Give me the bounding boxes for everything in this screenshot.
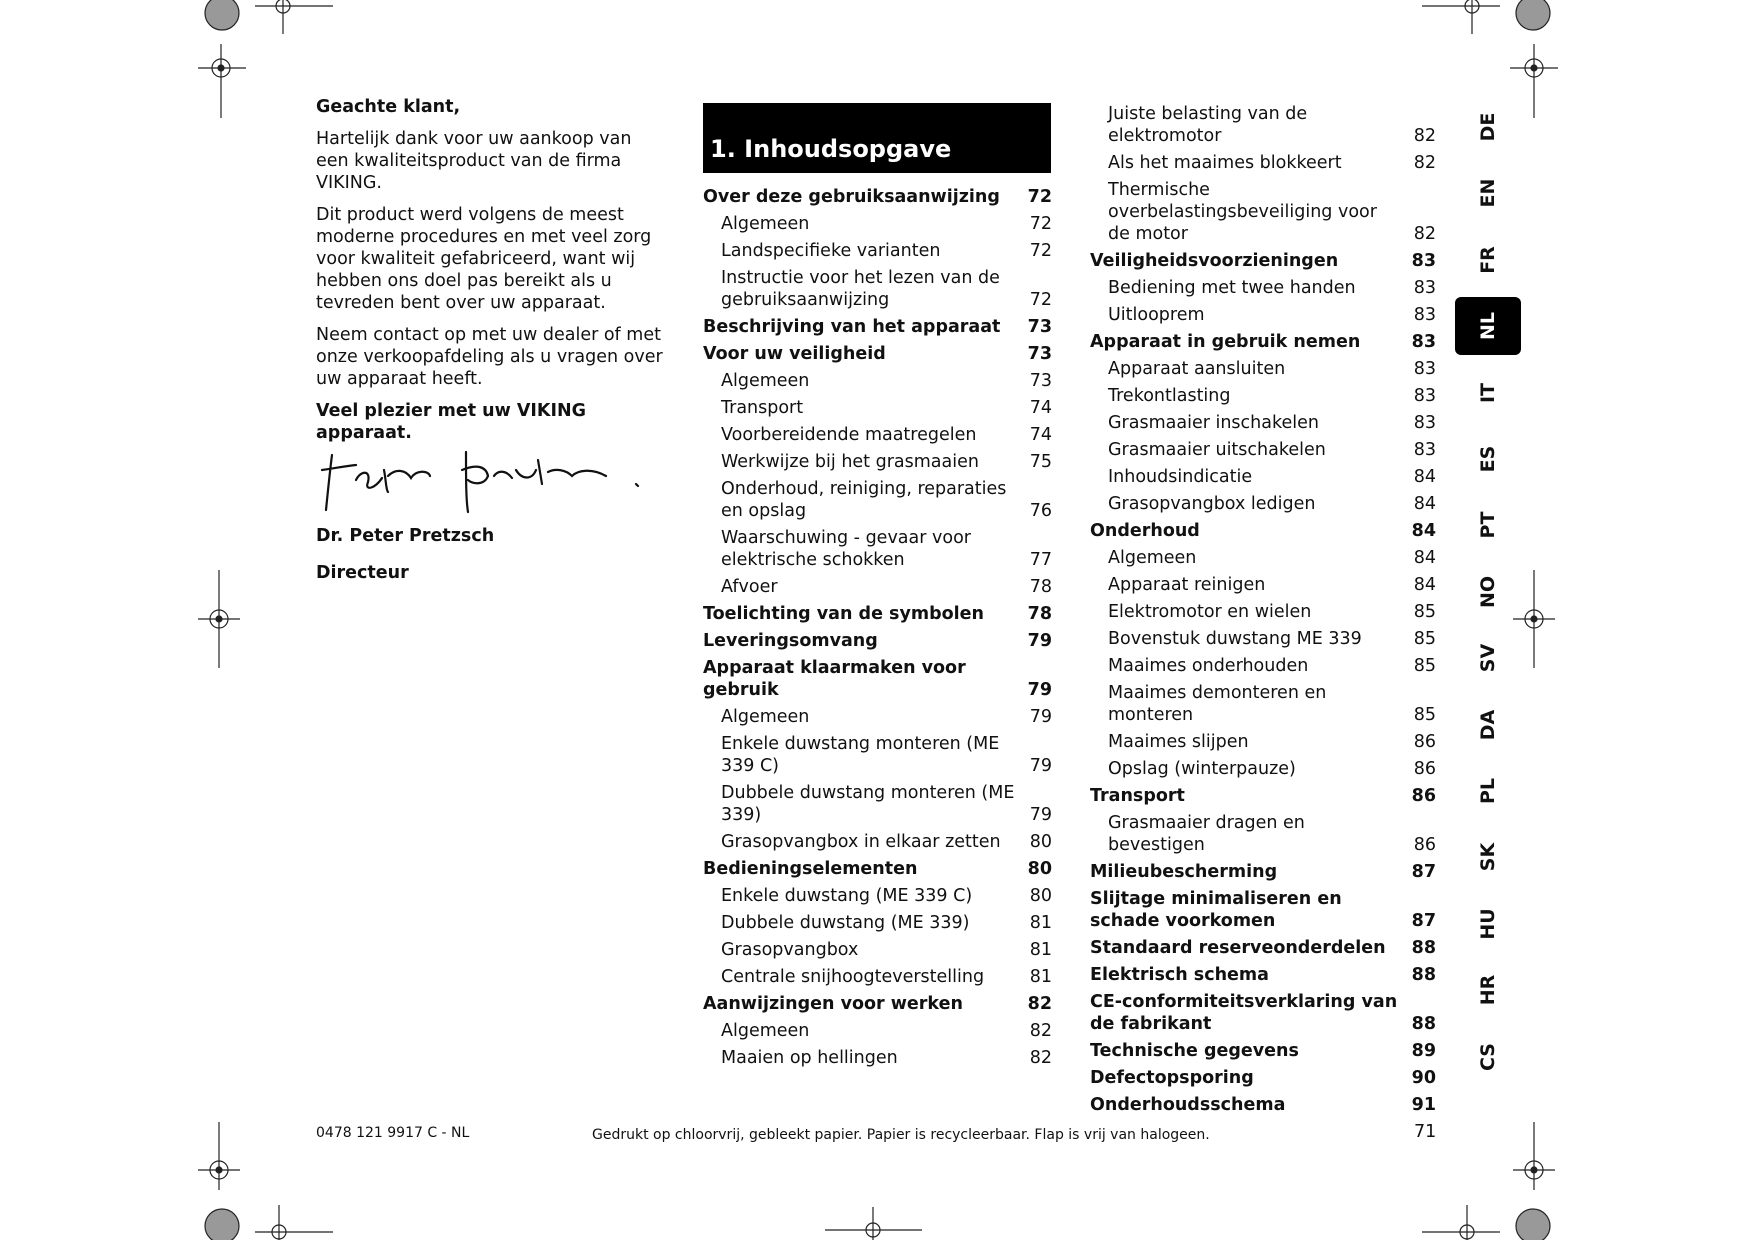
toc-subsection-entry	[703, 966, 1052, 988]
toc-entry-title: Dubbele duwstang (ME 339)	[721, 913, 970, 933]
toc-entry-title: Standaard reserveonderdelen	[1090, 938, 1386, 958]
toc-subsection-entry	[1090, 731, 1436, 753]
toc-entry-title: Over deze gebruiksaanwijzing	[703, 187, 1000, 207]
toc-entry-page: 80	[1029, 832, 1052, 852]
toc-entry-page: 84	[1413, 494, 1436, 514]
toc-entry-title: Grasmaaier dragen en bevestigen	[1108, 813, 1305, 855]
toc-entry-title: Aanwijzingen voor werken	[703, 994, 963, 1014]
toc-section-entry	[1090, 1067, 1436, 1089]
toc-entry-title: Grasopvangbox in elkaar zetten	[721, 832, 1001, 852]
toc-entry-page: 79	[1029, 756, 1052, 776]
toc-subsection-entry	[703, 885, 1052, 907]
language-tab-label: NL	[1477, 312, 1499, 341]
language-tab-da[interactable]	[1455, 696, 1521, 754]
toc-entry-page: 83	[1413, 278, 1436, 298]
toc-entry-title: Algemeen	[721, 1021, 810, 1041]
language-tab-pt[interactable]	[1455, 496, 1521, 554]
toc-section-entry	[1090, 250, 1436, 272]
toc-entry-title: Defectopsporing	[1090, 1068, 1254, 1088]
toc-entry-title: Milieubescherming	[1090, 862, 1278, 882]
toc-entry-title: Apparaat reinigen	[1108, 575, 1266, 595]
toc-subsection-entry	[1090, 304, 1436, 326]
toc-entry-title: Veiligheidsvoorzieningen	[1090, 251, 1339, 271]
toc-entry-page: 82	[1027, 994, 1052, 1014]
toc-subsection-entry	[703, 397, 1052, 419]
toc-entry-page: 73	[1027, 344, 1052, 364]
toc-subsection-entry	[703, 576, 1052, 598]
toc-entry-page: 87	[1411, 911, 1436, 931]
toc-section-entry	[1090, 1040, 1436, 1062]
toc-entry-title: Bovenstuk duwstang ME 339	[1108, 629, 1362, 649]
toc-entry-page: 85	[1413, 629, 1436, 649]
toc-entry-page: 79	[1029, 707, 1052, 727]
toc-subsection-entry	[1090, 152, 1436, 174]
toc-entry-title: Grasopvangbox	[721, 940, 859, 960]
toc-entry-page: 86	[1411, 786, 1436, 806]
toc-entry-title: Trekontlasting	[1108, 386, 1231, 406]
toc-subsection-entry	[1090, 103, 1436, 147]
toc-subsection-entry	[703, 1020, 1052, 1042]
toc-entry-title: CE-conformiteitsverklaring van de fabrikant	[1090, 992, 1398, 1034]
language-tab-label: IT	[1477, 382, 1499, 403]
toc-entry-page: 83	[1413, 386, 1436, 406]
toc-entry-page: 84	[1413, 467, 1436, 487]
toc-column-1	[703, 186, 1052, 1074]
intro-paragraph-2: Dit product werd volgens de meest moderne procedures en met veel zorg voor kwaliteit gefabriceerd, want wij hebben ons doel pas bereikt als u tevreden bent over uw apparaat.	[316, 205, 652, 313]
toc-entry-page: 82	[1029, 1048, 1052, 1068]
toc-section-entry	[1090, 520, 1436, 542]
language-tab-es[interactable]	[1455, 430, 1521, 488]
toc-entry-title: Transport	[1090, 786, 1185, 806]
toc-subsection-entry	[1090, 493, 1436, 515]
toc-entry-title: Apparaat aansluiten	[1108, 359, 1286, 379]
toc-subsection-entry	[1090, 812, 1436, 856]
toc-entry-title: Toelichting van de symbolen	[703, 604, 984, 624]
toc-entry-title: Elektrisch schema	[1090, 965, 1269, 985]
toc-section-entry	[1090, 785, 1436, 807]
toc-entry-title: Opslag (winterpauze)	[1108, 759, 1296, 779]
toc-entry-title: Enkele duwstang (ME 339 C)	[721, 886, 973, 906]
toc-entry-page: 76	[1029, 501, 1052, 521]
toc-subsection-entry	[703, 240, 1052, 262]
toc-entry-title: Uitlooprem	[1108, 305, 1205, 325]
toc-entry-page: 74	[1029, 425, 1052, 445]
language-tab-pl[interactable]	[1455, 762, 1521, 820]
toc-entry-page: 79	[1029, 805, 1052, 825]
toc-subsection-entry	[703, 733, 1052, 777]
language-tab-label: EN	[1477, 178, 1499, 208]
toc-entry-page: 72	[1027, 187, 1052, 207]
toc-heading: 1. Inhoudsopgave	[710, 135, 952, 163]
language-tab-it[interactable]	[1455, 364, 1521, 422]
toc-subsection-entry	[1090, 682, 1436, 726]
toc-entry-page: 83	[1413, 413, 1436, 433]
intro-paragraph-3: Neem contact op met uw dealer of met onze verkoopafdeling als u vragen over uw apparaat heeft.	[316, 325, 663, 389]
toc-subsection-entry	[1090, 385, 1436, 407]
toc-entry-page: 84	[1413, 575, 1436, 595]
toc-section-entry	[703, 993, 1052, 1015]
toc-section-entry	[703, 630, 1052, 652]
language-tab-label: PL	[1477, 777, 1499, 805]
language-tab-hr[interactable]	[1455, 961, 1521, 1019]
toc-entry-page: 88	[1411, 938, 1436, 958]
greeting: Geachte klant,	[316, 97, 461, 117]
toc-entry-title: Algemeen	[721, 371, 810, 391]
toc-entry-title: Transport	[721, 398, 804, 418]
language-tab-en[interactable]	[1455, 164, 1521, 222]
toc-entry-title: Inhoudsindicatie	[1108, 467, 1253, 487]
language-tab-nl[interactable]	[1455, 297, 1521, 355]
toc-entry-title: Algemeen	[1108, 548, 1197, 568]
toc-entry-title: Slijtage minimaliseren en schade voorkomen	[1090, 889, 1342, 931]
toc-subsection-entry	[1090, 358, 1436, 380]
toc-section-entry	[1090, 964, 1436, 986]
toc-entry-page: 77	[1029, 550, 1052, 570]
toc-subsection-entry	[703, 451, 1052, 473]
toc-entry-page: 72	[1029, 241, 1052, 261]
toc-subsection-entry	[703, 831, 1052, 853]
toc-subsection-entry	[703, 912, 1052, 934]
toc-section-entry	[703, 186, 1052, 208]
toc-subsection-entry	[1090, 412, 1436, 434]
toc-subsection-entry	[1090, 547, 1436, 569]
language-tab-label: HR	[1477, 974, 1499, 1006]
language-tab-sk[interactable]	[1455, 828, 1521, 886]
signature-image	[316, 440, 676, 520]
toc-entry-title: Apparaat in gebruik nemen	[1090, 332, 1361, 352]
toc-subsection-entry	[703, 1047, 1052, 1069]
toc-entry-title: Bedieningselementen	[703, 859, 918, 879]
language-tab-fr[interactable]	[1455, 231, 1521, 289]
toc-section-entry	[703, 603, 1052, 625]
toc-entry-title: Grasmaaier inschakelen	[1108, 413, 1319, 433]
toc-entry-title: Leveringsomvang	[703, 631, 878, 651]
toc-column-2	[1090, 103, 1436, 1121]
toc-entry-title: Onderhoud, reiniging, reparaties en opslag	[721, 479, 1007, 521]
toc-entry-title: Thermische overbelastingsbeveiliging voor de motor	[1108, 180, 1377, 244]
toc-subsection-entry	[703, 478, 1052, 522]
toc-entry-page: 86	[1413, 835, 1436, 855]
toc-section-entry	[1090, 331, 1436, 353]
toc-entry-title: Dubbele duwstang monteren (ME 339)	[721, 783, 1015, 825]
signatory-role: Directeur	[316, 563, 409, 583]
toc-subsection-entry	[1090, 655, 1436, 677]
toc-subsection-entry	[703, 706, 1052, 728]
toc-subsection-entry	[1090, 466, 1436, 488]
toc-entry-page: 88	[1411, 965, 1436, 985]
toc-subsection-entry	[703, 527, 1052, 571]
toc-entry-title: Juiste belasting van de elektromotor	[1108, 104, 1308, 146]
closing-line: Veel plezier met uw VIKING apparaat.	[316, 401, 587, 443]
toc-entry-title: Werkwijze bij het grasmaaien	[721, 452, 979, 472]
toc-entry-page: 86	[1413, 732, 1436, 752]
toc-entry-page: 73	[1027, 317, 1052, 337]
toc-entry-page: 87	[1411, 862, 1436, 882]
toc-entry-title: Apparaat klaarmaken voor gebruik	[703, 658, 966, 700]
intro-paragraph-1: Hartelijk dank voor uw aankoop van een kwaliteitsproduct van de firma VIKING.	[316, 129, 632, 193]
toc-entry-title: Landspecifieke varianten	[721, 241, 941, 261]
page-number: 71	[1414, 1122, 1437, 1142]
toc-section-entry	[703, 657, 1052, 701]
toc-subsection-entry	[703, 939, 1052, 961]
toc-entry-page: 74	[1029, 398, 1052, 418]
language-tab-label: SK	[1477, 843, 1499, 872]
toc-entry-page: 83	[1413, 440, 1436, 460]
toc-entry-page: 73	[1029, 371, 1052, 391]
toc-entry-page: 83	[1411, 251, 1436, 271]
toc-subsection-entry	[1090, 601, 1436, 623]
toc-entry-title: Afvoer	[721, 577, 778, 597]
toc-heading-box	[703, 103, 1051, 173]
language-tab-hu[interactable]	[1455, 895, 1521, 953]
toc-entry-title: Voorbereidende maatregelen	[721, 425, 977, 445]
language-tab-label: DA	[1477, 709, 1499, 740]
language-tab-label: PT	[1477, 511, 1499, 539]
language-tab-label: ES	[1477, 445, 1499, 473]
toc-entry-title: Beschrijving van het apparaat	[703, 317, 1001, 337]
signatory-name: Dr. Peter Pretzsch	[316, 526, 495, 546]
toc-entry-page: 80	[1027, 859, 1052, 879]
toc-entry-page: 82	[1413, 224, 1436, 244]
toc-entry-page: 85	[1413, 602, 1436, 622]
toc-entry-page: 79	[1027, 680, 1052, 700]
toc-section-entry	[703, 316, 1052, 338]
toc-entry-page: 81	[1029, 913, 1052, 933]
toc-entry-page: 78	[1029, 577, 1052, 597]
toc-subsection-entry	[1090, 179, 1436, 245]
toc-entry-page: 85	[1413, 656, 1436, 676]
toc-section-entry	[1090, 1094, 1436, 1116]
toc-entry-page: 72	[1029, 290, 1052, 310]
toc-entry-page: 83	[1413, 359, 1436, 379]
toc-entry-page: 82	[1029, 1021, 1052, 1041]
toc-subsection-entry	[1090, 628, 1436, 650]
toc-entry-page: 72	[1029, 214, 1052, 234]
toc-entry-page: 86	[1413, 759, 1436, 779]
toc-entry-title: Onderhoud	[1090, 521, 1200, 541]
toc-subsection-entry	[703, 782, 1052, 826]
toc-subsection-entry	[703, 370, 1052, 392]
toc-entry-page: 81	[1029, 940, 1052, 960]
toc-entry-page: 83	[1411, 332, 1436, 352]
language-tab-label: NO	[1477, 575, 1499, 608]
toc-entry-title: Grasopvangbox ledigen	[1108, 494, 1316, 514]
toc-subsection-entry	[1090, 277, 1436, 299]
language-tab-label: CS	[1477, 1042, 1499, 1071]
toc-subsection-entry	[703, 424, 1052, 446]
toc-entry-title: Instructie voor het lezen van de gebruiksaanwijzing	[721, 268, 1000, 310]
toc-entry-title: Elektromotor en wielen	[1108, 602, 1312, 622]
toc-subsection-entry	[1090, 574, 1436, 596]
toc-entry-page: 85	[1413, 705, 1436, 725]
language-tab-label: HU	[1477, 908, 1499, 940]
toc-entry-title: Algemeen	[721, 214, 810, 234]
toc-section-entry	[1090, 888, 1436, 932]
toc-entry-title: Bediening met twee handen	[1108, 278, 1356, 298]
toc-subsection-entry	[703, 213, 1052, 235]
toc-entry-title: Centrale snijhoogteverstelling	[721, 967, 985, 987]
language-tab-label: SV	[1477, 643, 1499, 673]
language-tab-label: FR	[1477, 245, 1499, 274]
toc-entry-page: 82	[1413, 153, 1436, 173]
toc-section-entry	[1090, 861, 1436, 883]
toc-entry-page: 79	[1027, 631, 1052, 651]
language-tab-no[interactable]	[1455, 563, 1521, 621]
toc-subsection-entry	[703, 267, 1052, 311]
toc-entry-page: 83	[1413, 305, 1436, 325]
toc-entry-title: Maaimes slijpen	[1108, 732, 1249, 752]
toc-entry-title: Als het maaimes blokkeert	[1108, 153, 1342, 173]
language-tab-cs[interactable]	[1455, 1028, 1521, 1086]
paper-note: Gedrukt op chloorvrij, gebleekt papier. Papier is recycleerbaar. Flap is vrij van halogeen.	[592, 1127, 1210, 1143]
toc-subsection-entry	[1090, 758, 1436, 780]
toc-entry-page: 78	[1027, 604, 1052, 624]
toc-entry-page: 84	[1413, 548, 1436, 568]
toc-section-entry	[1090, 991, 1436, 1035]
toc-entry-page: 90	[1411, 1068, 1436, 1088]
toc-entry-title: Enkele duwstang monteren (ME 339 C)	[721, 734, 1000, 776]
toc-entry-page: 75	[1029, 452, 1052, 472]
language-tab-label: DE	[1477, 112, 1499, 142]
toc-entry-title: Onderhoudsschema	[1090, 1095, 1286, 1115]
document-code: 0478 121 9917 C - NL	[316, 1125, 470, 1141]
toc-entry-title: Maaien op hellingen	[721, 1048, 898, 1068]
toc-section-entry	[703, 343, 1052, 365]
toc-entry-title: Voor uw veiligheid	[703, 344, 886, 364]
toc-entry-title: Maaimes demonteren en monteren	[1108, 683, 1327, 725]
toc-entry-title: Maaimes onderhouden	[1108, 656, 1309, 676]
toc-entry-page: 80	[1029, 886, 1052, 906]
toc-entry-title: Grasmaaier uitschakelen	[1108, 440, 1326, 460]
toc-entry-title: Waarschuwing - gevaar voor elektrische schokken	[721, 528, 971, 570]
toc-entry-page: 88	[1411, 1014, 1436, 1034]
toc-entry-page: 84	[1411, 521, 1436, 541]
toc-entry-page: 82	[1413, 126, 1436, 146]
toc-subsection-entry	[1090, 439, 1436, 461]
toc-entry-title: Algemeen	[721, 707, 810, 727]
toc-entry-title: Technische gegevens	[1090, 1041, 1299, 1061]
toc-section-entry	[1090, 937, 1436, 959]
toc-entry-page: 89	[1411, 1041, 1436, 1061]
toc-section-entry	[703, 858, 1052, 880]
toc-entry-page: 91	[1411, 1095, 1436, 1115]
toc-entry-page: 81	[1029, 967, 1052, 987]
language-tab-de[interactable]	[1455, 98, 1521, 156]
intro-letter	[316, 96, 668, 454]
language-tab-sv[interactable]	[1455, 629, 1521, 687]
